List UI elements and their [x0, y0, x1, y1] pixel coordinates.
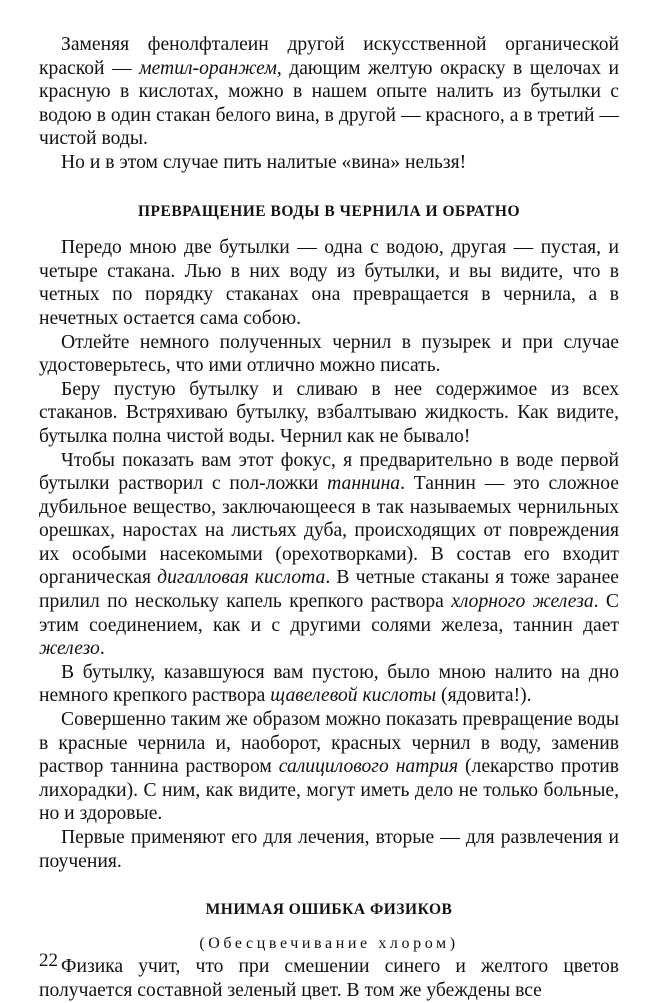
text-run: . С этим соединением, как и с другими солями железа, таннин дает [39, 591, 619, 636]
text-run: Заменяя фенолфталеин другой искусственной органической краской — [39, 34, 619, 79]
italic-term: щавелевой кислоты [270, 685, 437, 707]
text-column [39, 33, 619, 1003]
page-number: 22 [39, 950, 58, 971]
italic-term: железо [39, 638, 100, 660]
paragraph [39, 708, 619, 826]
paragraph: Передо мною две бутылки — одна с водою, другая — пустая, и четыре стакана. Лью в них воду из бутылки, и вы видите, что в четных по порядку стаканах она превращается в чернила, а в нечетных остается сама собою. [39, 237, 619, 329]
italic-term: хлорного железа [451, 591, 594, 613]
italic-term: таннина [327, 473, 401, 495]
italic-term: салицилового натрия [278, 756, 459, 778]
paragraph: Но и в этом случае пить налитые «вина» нельзя! [61, 151, 467, 173]
paragraph: Отлейте немного полученных чернил в пузырек и при случае удостоверьтесь, что ими отлично можно писать. [39, 331, 619, 377]
section-heading: ПРЕВРАЩЕНИЕ ВОДЫ В ЧЕРНИЛА И ОБРАТНО [137, 202, 521, 220]
paragraph [39, 33, 619, 151]
paragraph: Беру пустую бутылку и сливаю в нее содержимое из всех стаканов. Встряхиваю бутылку, взбалтываю жидкость. Как видите, бутылка полна чистой воды. Чернил как не бывало! [39, 378, 619, 447]
text-run: Совершенно таким же образом можно показать превращение воды в красные чернила и, наоборот, красных чернил в воду, заменив раствор таннина раствором [39, 709, 619, 778]
text-run: , дающим желтую окраску в щелочах и красную в кислотах, можно в нашем опыте налить из бутылки с водою в один стакан белого вина, в другой — красного, а в третий — чистой воды. [39, 57, 619, 150]
paragraph [39, 449, 619, 661]
paragraph: Первые применяют его для лечения, вторые — для развлечения и поучения. [39, 827, 619, 872]
text-run: . В четные стаканы я тоже заранее прилил по нескольку капель крепкого раствора [39, 567, 619, 613]
section-subtitle: (Обесцвечивание хлором) [199, 934, 459, 952]
text-run: Чтобы показать вам этот фокус, я предварительно в воде первой бутылки растворил с пол-ложки [39, 449, 619, 495]
section-heading: МНИМАЯ ОШИБКА ФИЗИКОВ [205, 901, 453, 919]
text-run: В бутылку, казавшуюся вам пустою, было мною налито на дно немного крепкого раствора [39, 661, 619, 707]
text-run: . [99, 638, 105, 660]
italic-term: метил-оранжем [139, 57, 277, 79]
paragraph [39, 661, 619, 708]
text-run: (ядовита!). [436, 685, 532, 707]
text-run: . Таннин — это сложное дубильное вещество, заключающееся в так называемых чернильных орешках, наростах на листьях дуба, происходящих от повреждения их особыми насекомыми (орехотворками). В состав его входит органическая [39, 473, 619, 589]
italic-term: дигалловая кислота [157, 567, 326, 589]
paragraph: Физика учит, что при смешении синего и желтого цветов получается составной зеленый цвет. В том же убеждены все [39, 956, 619, 1001]
text-run: (лекарство против лихорадки). С ним, как видите, могут иметь дело не только больные, но и здоровые. [39, 756, 619, 825]
